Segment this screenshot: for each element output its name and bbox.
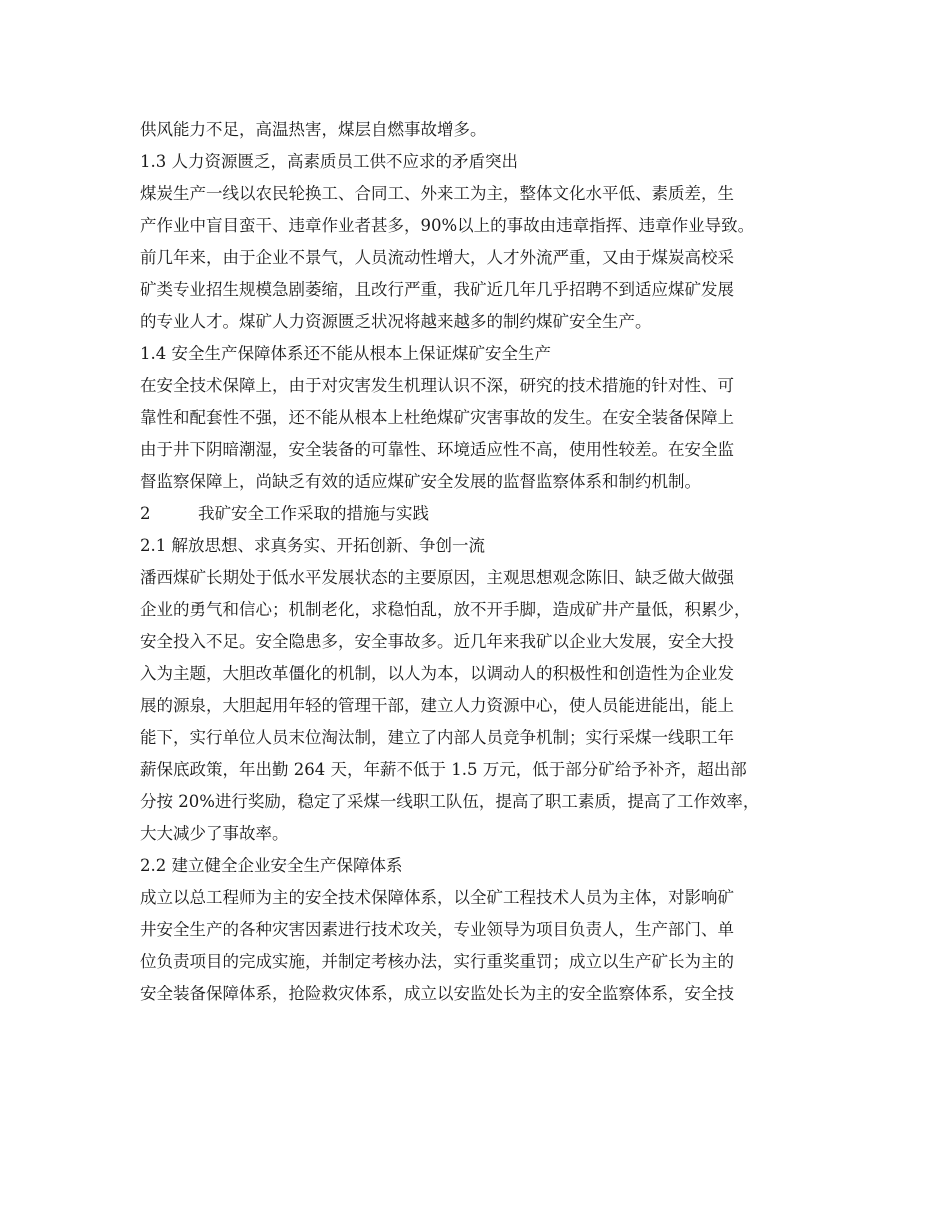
paragraph-line: 潘西煤矿长期处于低水平发展状态的主要原因，主观思想观念陈旧、缺乏做大做强 (140, 568, 734, 587)
paragraph-line: 产作业中盲目蛮干、违章作业者甚多，90%以上的事故由违章指挥、违章作业导致。 (140, 216, 755, 235)
paragraph-line: 安全投入不足。安全隐患多，安全事故多。近几年来我矿以企业大发展，安全大投 (140, 632, 734, 651)
document-body (140, 114, 830, 1010)
subsection-heading: 1.4 安全生产保障体系还不能从根本上保证煤矿安全生产 (140, 344, 551, 363)
paragraph-line: 煤炭生产一线以农民轮换工、合同工、外来工为主，整体文化水平低、素质差，生 (140, 184, 734, 203)
paragraph-line: 矿类专业招生规模急剧萎缩，且改行严重，我矿近几年几乎招聘不到适应煤矿发展 (140, 280, 734, 299)
paragraph-line: 位负责项目的完成实施，并制定考核办法，实行重奖重罚；成立以生产矿长为主的 (140, 952, 734, 971)
paragraph-line: 靠性和配套性不强，还不能从根本上杜绝煤矿灾害事故的发生。在安全装备保障上 (140, 408, 734, 427)
section-title: 我矿安全工作采取的措施与实践 (198, 504, 429, 523)
subsection-heading: 2.2 建立健全企业安全生产保障体系 (140, 856, 403, 875)
subsection-heading: 2.1 解放思想、求真务实、开拓创新、争创一流 (140, 536, 485, 555)
paragraph-line: 安全装备保障体系，抢险救灾体系，成立以安监处长为主的安全监察体系，安全技 (140, 984, 734, 1003)
subsection-heading: 1.3 人力资源匮乏，高素质员工供不应求的矛盾突出 (140, 152, 518, 171)
paragraph-line: 供风能力不足，高温热害，煤层自燃事故增多。 (140, 120, 487, 139)
paragraph-line: 入为主题，大胆改革僵化的机制，以人为本，以调动人的积极性和创造性为企业发 (140, 664, 734, 683)
paragraph-line: 督监察保障上，尚缺乏有效的适应煤矿安全发展的监督监察体系和制约机制。 (140, 472, 701, 491)
paragraph-line: 井安全生产的各种灾害因素进行技术攻关，专业领导为项目负责人，生产部门、单 (140, 920, 734, 939)
paragraph-line: 成立以总工程师为主的安全技术保障体系，以全矿工程技术人员为主体，对影响矿 (140, 888, 734, 907)
paragraph-line: 企业的勇气和信心；机制老化，求稳怕乱，放不开手脚，造成矿井产量低，积累少， (140, 600, 751, 619)
paragraph-line: 的专业人才。煤矿人力资源匮乏状况将越来越多的制约煤矿安全生产。 (140, 312, 652, 331)
section-number: 2 (140, 504, 151, 523)
paragraph-line: 薪保底政策，年出勤 264 天，年薪不低于 1.5 万元，低于部分矿给予补齐，超出部 (140, 760, 747, 779)
paragraph-line: 由于井下阴暗潮湿，安全装备的可靠性、环境适应性不高，使用性较差。在安全监 (140, 440, 734, 459)
paragraph-line: 在安全技术保障上，由于对灾害发生机理认识不深，研究的技术措施的针对性、可 (140, 376, 734, 395)
paragraph-line: 前几年来，由于企业不景气，人员流动性增大，人才外流严重，又由于煤炭高校采 (140, 248, 734, 267)
paragraph-line: 能下，实行单位人员末位淘汰制，建立了内部人员竞争机制；实行采煤一线职工年 (140, 728, 734, 747)
section-heading (140, 498, 830, 530)
paragraph-line: 展的源泉，大胆起用年轻的管理干部，建立人力资源中心，使人员能进能出，能上 (140, 696, 734, 715)
paragraph-line: 大大减少了事故率。 (140, 824, 289, 843)
paragraph-line: 分按 20%进行奖励，稳定了采煤一线职工队伍，提高了职工素质，提高了工作效率， (140, 792, 760, 811)
